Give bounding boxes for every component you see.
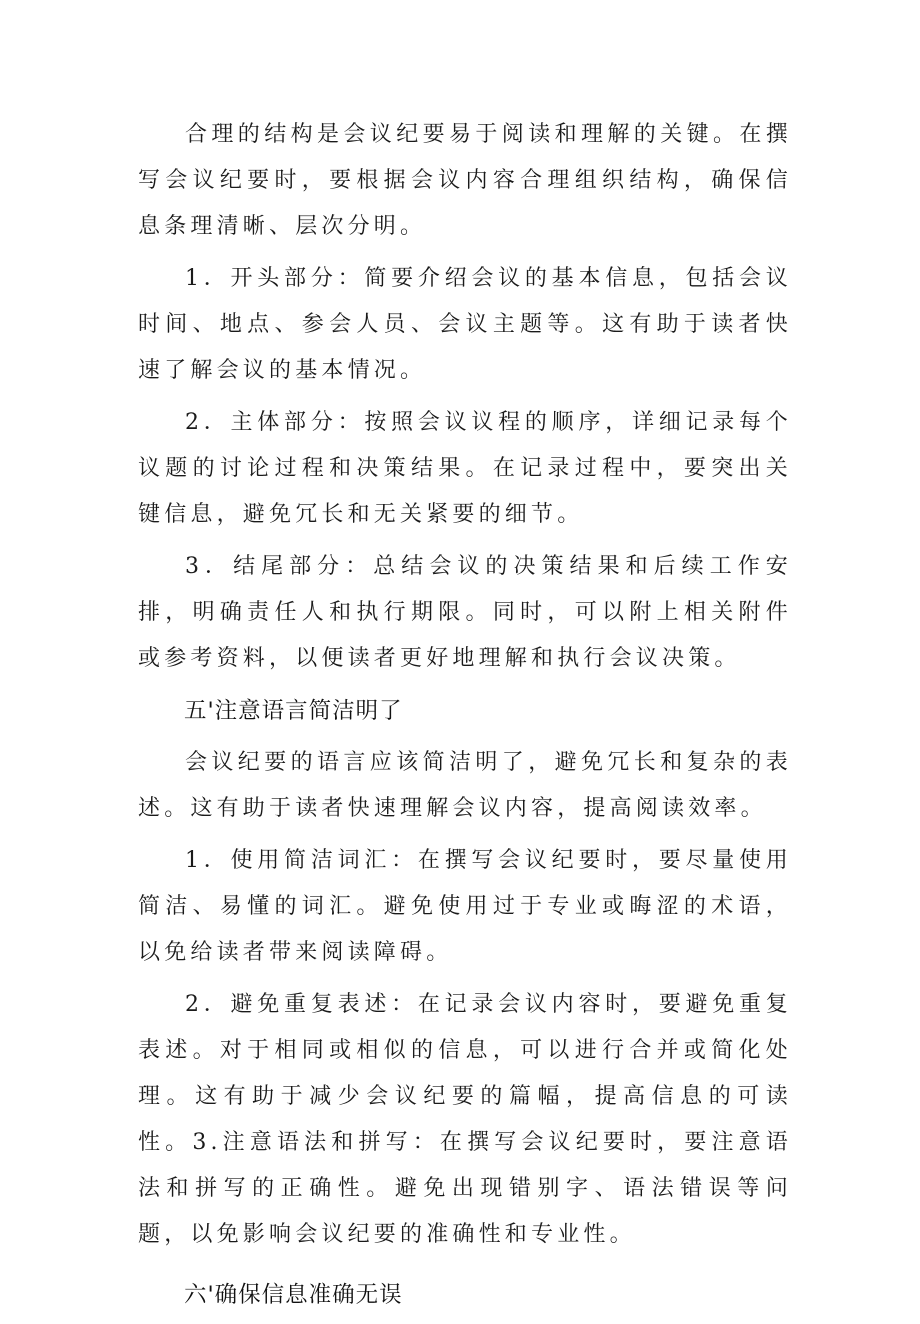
paragraph-language-intro: 会议纪要的语言应该简洁明了，避免冗长和复杂的表述。这有助于读者快速理解会议内容，提高阅读效率。 bbox=[138, 750, 792, 821]
paragraph-structure-intro: 合理的结构是会议纪要易于阅读和理解的关键。在撰写会议纪要时，要根据会议内容合理组织结构，确保信息条理清晰、层次分明。 bbox=[138, 122, 792, 239]
paragraph-main-section: 2．主体部分：按照会议议程的顺序，详细记录每个议题的讨论过程和决策结果。在记录过程中，要突出关键信息，避免冗长和无关紧要的细节。 bbox=[138, 410, 792, 527]
paragraph-closing-section: 3．结尾部分：总结会议的决策结果和后续工作安排，明确责任人和执行期限。同时，可以附上相关附件或参考资料，以便读者更好地理解和执行会议决策。 bbox=[138, 554, 792, 671]
paragraph-opening-section: 1．开头部分：简要介绍会议的基本信息，包括会议时间、地点、参会人员、会议主题等。这有助于读者快速了解会议的基本情况。 bbox=[138, 266, 792, 383]
document-body bbox=[138, 112, 792, 1324]
paragraph-avoid-repetition: 2．避免重复表述：在记录会议内容时，要避免重复表述。对于相同或相似的信息，可以进行合并或简化处理。这有助于减少会议纪要的篇幅，提高信息的可读性。3.注意语法和拼写：在撰写会议纪要时，要注意语法和拼写的正确性。避免出现错别字、语法错误等问题，以免影响会议纪要的准确性和专业性。 bbox=[138, 992, 792, 1247]
paragraph-concise-vocabulary: 1．使用简洁词汇：在撰写会议纪要时，要尽量使用简洁、易懂的词汇。避免使用过于专业或晦涩的术语，以免给读者带来阅读障碍。 bbox=[138, 848, 792, 965]
section-heading-concise-language: 五'注意语言简洁明了 bbox=[184, 698, 403, 724]
section-heading-accurate-information: 六'确保信息准确无误 bbox=[184, 1282, 403, 1308]
